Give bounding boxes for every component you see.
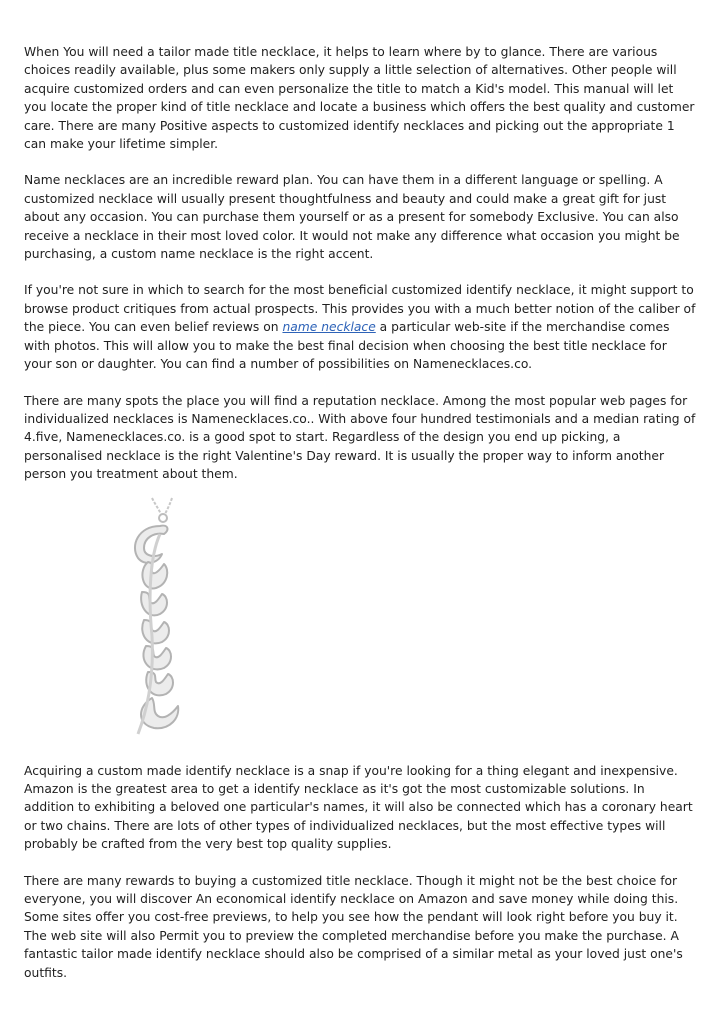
name-necklace-link[interactable]: name necklace bbox=[282, 320, 376, 335]
paragraph-3-text-after: a particular web-site if the merchandise comes with photos. This will allow you to make the best final decision when choosing the best title necklace for your son or daughter. You can find a number of possibilities on Namenecklaces.co. bbox=[24, 320, 670, 372]
article-paragraph-6: There are many rewards to buying a customized title necklace. Though it might not be the best choice for everyone, you will discover An economical identify necklace on Amazon and save money while doing this. Some sites offer you cost-free previews, to help you see how the pendant will look right before you buy it. The web site will also Permit you to preview the completed merchandise before you make the purchase. A fantastic tailor made identify necklace should also be comprised of a similar metal as your loved just one's outfits. bbox=[24, 873, 683, 980]
article-paragraph-2: Name necklaces are an incredible reward plan. You can have them in a different language or spelling. A customized necklace will usually present thoughtfulness and beauty and could make a great gift for just about any occasion. You can purchase them yourself or as a present for somebody Exclusive. You can also receive a necklace in their most loved color. It would not make any difference what occasion you might be purchasing, a custom name necklace is the right accent. bbox=[24, 173, 680, 262]
paragraph-3-text-before: If you're not sure in which to search for the most beneficial customized identify necklace, it might support to browse product critiques from actual prospects. This provides you with a much better notion of the caliber of the piece. You can even belief reviews on bbox=[24, 283, 696, 335]
silver-name-necklace-pendant-icon bbox=[108, 496, 208, 741]
article-paragraph-5: Acquiring a custom made identify necklace is a snap if you're looking for a thing elegant and inexpensive. Amazon is the greatest area to get a identify necklace as it's got the most customizable solutions. In addition to exhibiting a beloved one particular's names, it will also be connected which has a coronary heart or two chains. There are lots of other types of individualized necklaces, but the most effective types will probably be crafted from the very best top quality supplies. bbox=[24, 763, 693, 852]
article-paragraph-4: There are many spots the place you will find a reputation necklace. Among the most popular web pages for individualized necklaces is Namenecklaces.co.. With above four hundred testimonials and a median rating of 4.five, Namenecklaces.co. is a good spot to start. Regardless of the design you end up picking, a personalised necklace is the right Valentine's Day reward. It is usually the proper way to inform another person you treatment about them. bbox=[24, 393, 696, 482]
article-paragraph-3 bbox=[24, 281, 696, 373]
necklace-image bbox=[24, 496, 696, 762]
article-paragraph-1: When You will need a tailor made title necklace, it helps to learn where by to glance. There are various choices readily available, plus some makers only supply a little selection of alternatives. Other people will acquire customized orders and can even personalize the title to match a Kid's model. This manual will let you locate the proper kind of title necklace and locate a business which offers the best quality and customer care. There are many Positive aspects to customized identify necklaces and picking out the appropriate 1 can make your lifetime simpler. bbox=[24, 45, 695, 152]
